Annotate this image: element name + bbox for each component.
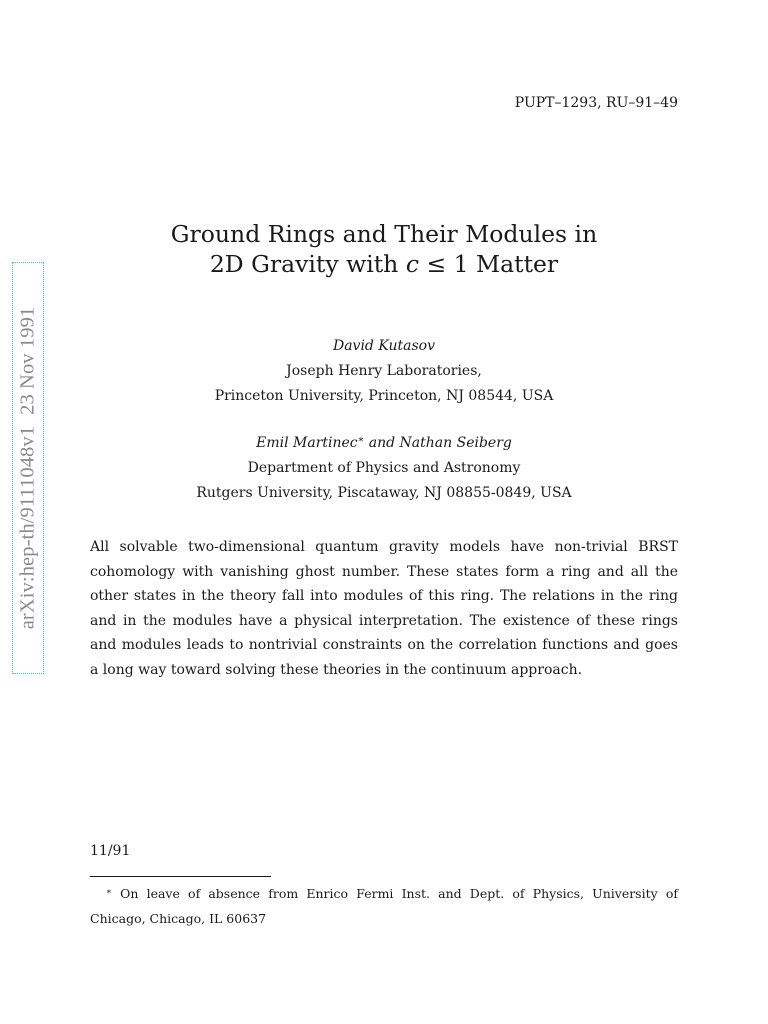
footnote-marker: ∗: [357, 434, 365, 446]
date: 11/91: [90, 843, 131, 859]
footnote-mark: ∗: [106, 887, 112, 898]
author-block-rutgers: [0, 431, 768, 506]
footnote: [90, 881, 678, 931]
footnote-rule: [90, 876, 271, 877]
title-line-2-prefix: 2D Gravity with: [209, 250, 399, 278]
report-number: PUPT–1293, RU–91–49: [514, 95, 678, 111]
title-line-1: Ground Rings and Their Modules in: [170, 220, 598, 248]
author-name: and Nathan Seiberg: [368, 435, 512, 451]
affiliation-line: Department of Physics and Astronomy: [247, 460, 521, 476]
arxiv-date: 23 Nov 1991: [16, 306, 39, 415]
affiliation-line: Rutgers University, Piscataway, NJ 08855-0849, USA: [196, 485, 572, 501]
title-line-2-relation: ≤ 1 Matter: [426, 250, 559, 278]
abstract: All solvable two-dimensional quantum gravity models have non-trivial BRST cohomology with vanishing ghost number. These states form a ring and all the other states in the theory fall into modules of this ring. The relations in the ring and in the modules have a physical interpretation. The existence of these rings and modules leads to nontrivial constraints on the correlation functions and goes a long way toward solving these theories in the continuum approach.: [90, 539, 678, 678]
author-block-princeton: [0, 334, 768, 409]
paper-title: [0, 219, 768, 279]
author-name: Emil Martinec: [256, 435, 358, 451]
author-name: David Kutasov: [332, 338, 436, 354]
arxiv-identifier: arXiv:hep-th/9111048v1: [16, 425, 39, 630]
title-variable-c: c: [405, 250, 419, 278]
affiliation-line: Joseph Henry Laboratories,: [286, 363, 482, 379]
author-names: [0, 431, 768, 456]
affiliation-line: Princeton University, Princeton, NJ 08544, USA: [214, 388, 554, 404]
title-line-2: [0, 249, 768, 279]
footnote-text: On leave of absence from Enrico Fermi Inst. and Dept. of Physics, University of Chicago, Chicago, IL 60637: [90, 886, 678, 926]
